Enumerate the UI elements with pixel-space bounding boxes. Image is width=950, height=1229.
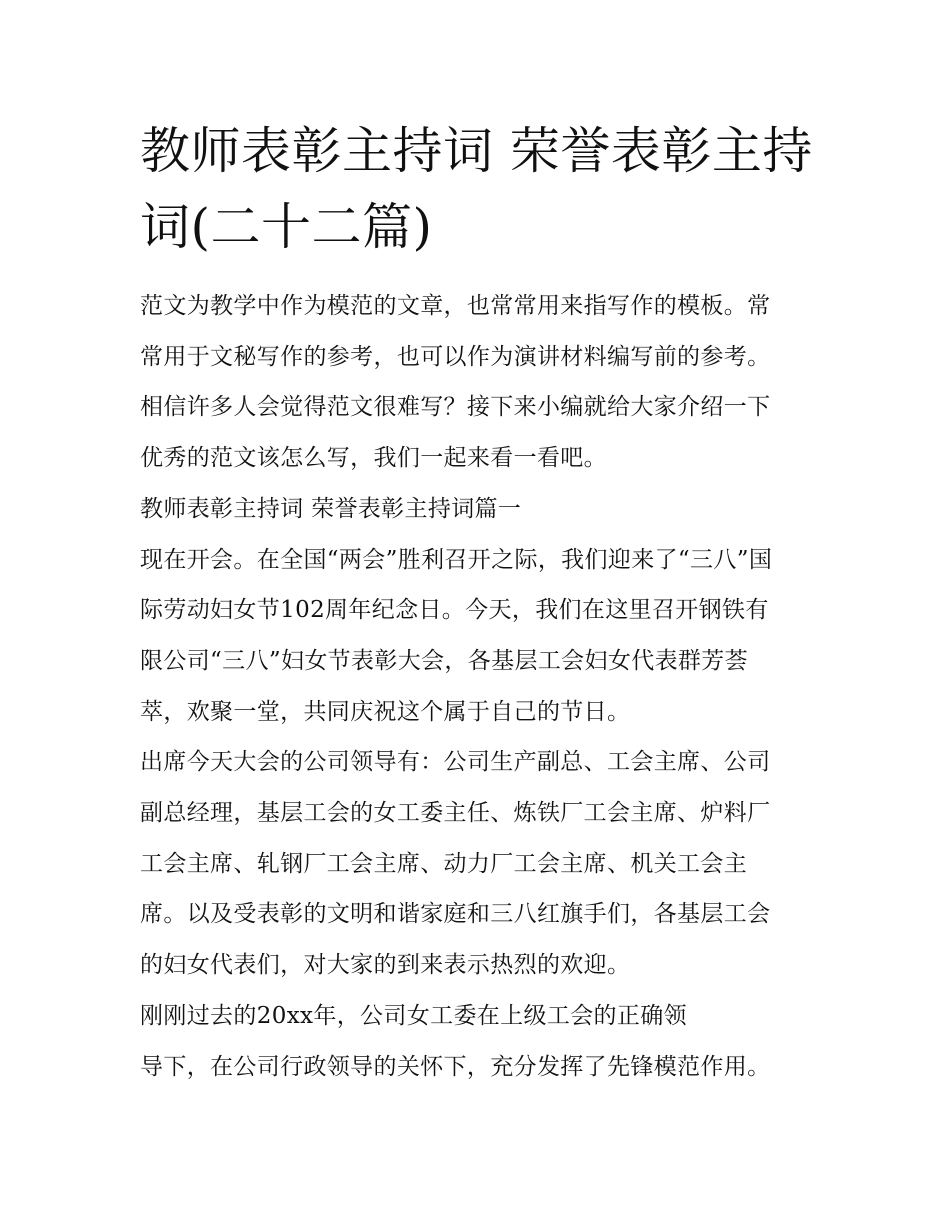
text-line: 范文为教学中作为模范的文章，也常常用来指写作的模板。常 — [140, 293, 771, 319]
text-line: 的妇女代表们，对大家的到来表示热烈的欢迎。 — [140, 952, 631, 979]
body-paragraph — [140, 737, 818, 991]
text-line: 刚刚过去的20xx年，公司女工委在上级工会的正确领 — [140, 1002, 687, 1029]
section-heading: 教师表彰主持词 荣誉表彰主持词篇一 — [140, 495, 522, 522]
text-line: 相信许多人会觉得范文很难写？接下来小编就给大家介绍一下 — [140, 394, 771, 421]
text-line: 限公司“三八”妇女节表彰大会，各基层工会妇女代表群芳荟 — [140, 647, 748, 674]
title-line: 教师表彰主持词 荣誉表彰主持 — [140, 122, 813, 180]
intro-paragraph — [140, 281, 818, 484]
text-line: 常用于文秘写作的参考，也可以作为演讲材料编写前的参考。 — [140, 343, 771, 370]
body-paragraph — [140, 535, 818, 738]
document-title — [140, 0, 818, 265]
text-line: 萃，欢聚一堂，共同庆祝这个属于自己的节日。 — [140, 698, 631, 725]
text-line: 现在开会。在全国“两会”胜利召开之际，我们迎来了“三八”国 — [140, 546, 773, 573]
body-paragraph — [140, 991, 818, 1092]
text-line: 导下，在公司行政领导的关怀下，充分发挥了先锋模范作用。 — [140, 1053, 771, 1080]
text-line: 副总经理，基层工会的女工委主任、炼铁厂工会主席、炉料厂 — [140, 800, 771, 827]
text-line: 工会主席、轧钢厂工会主席、动力厂工会主席、机关工会主 — [140, 850, 748, 877]
title-line: 词(二十二篇) — [140, 198, 433, 256]
text-line: 出席今天大会的公司领导有：公司生产副总、工会主席、公司 — [140, 749, 771, 776]
text-line: 席。以及受表彰的文明和谐家庭和三八红旗手们，各基层工会 — [140, 901, 771, 928]
text-line: 优秀的范文该怎么写，我们一起来看一看吧。 — [140, 445, 607, 472]
document-body — [140, 281, 818, 1092]
text-line: 际劳动妇女节102周年纪念日。今天，我们在这里召开钢铁有 — [140, 597, 769, 624]
